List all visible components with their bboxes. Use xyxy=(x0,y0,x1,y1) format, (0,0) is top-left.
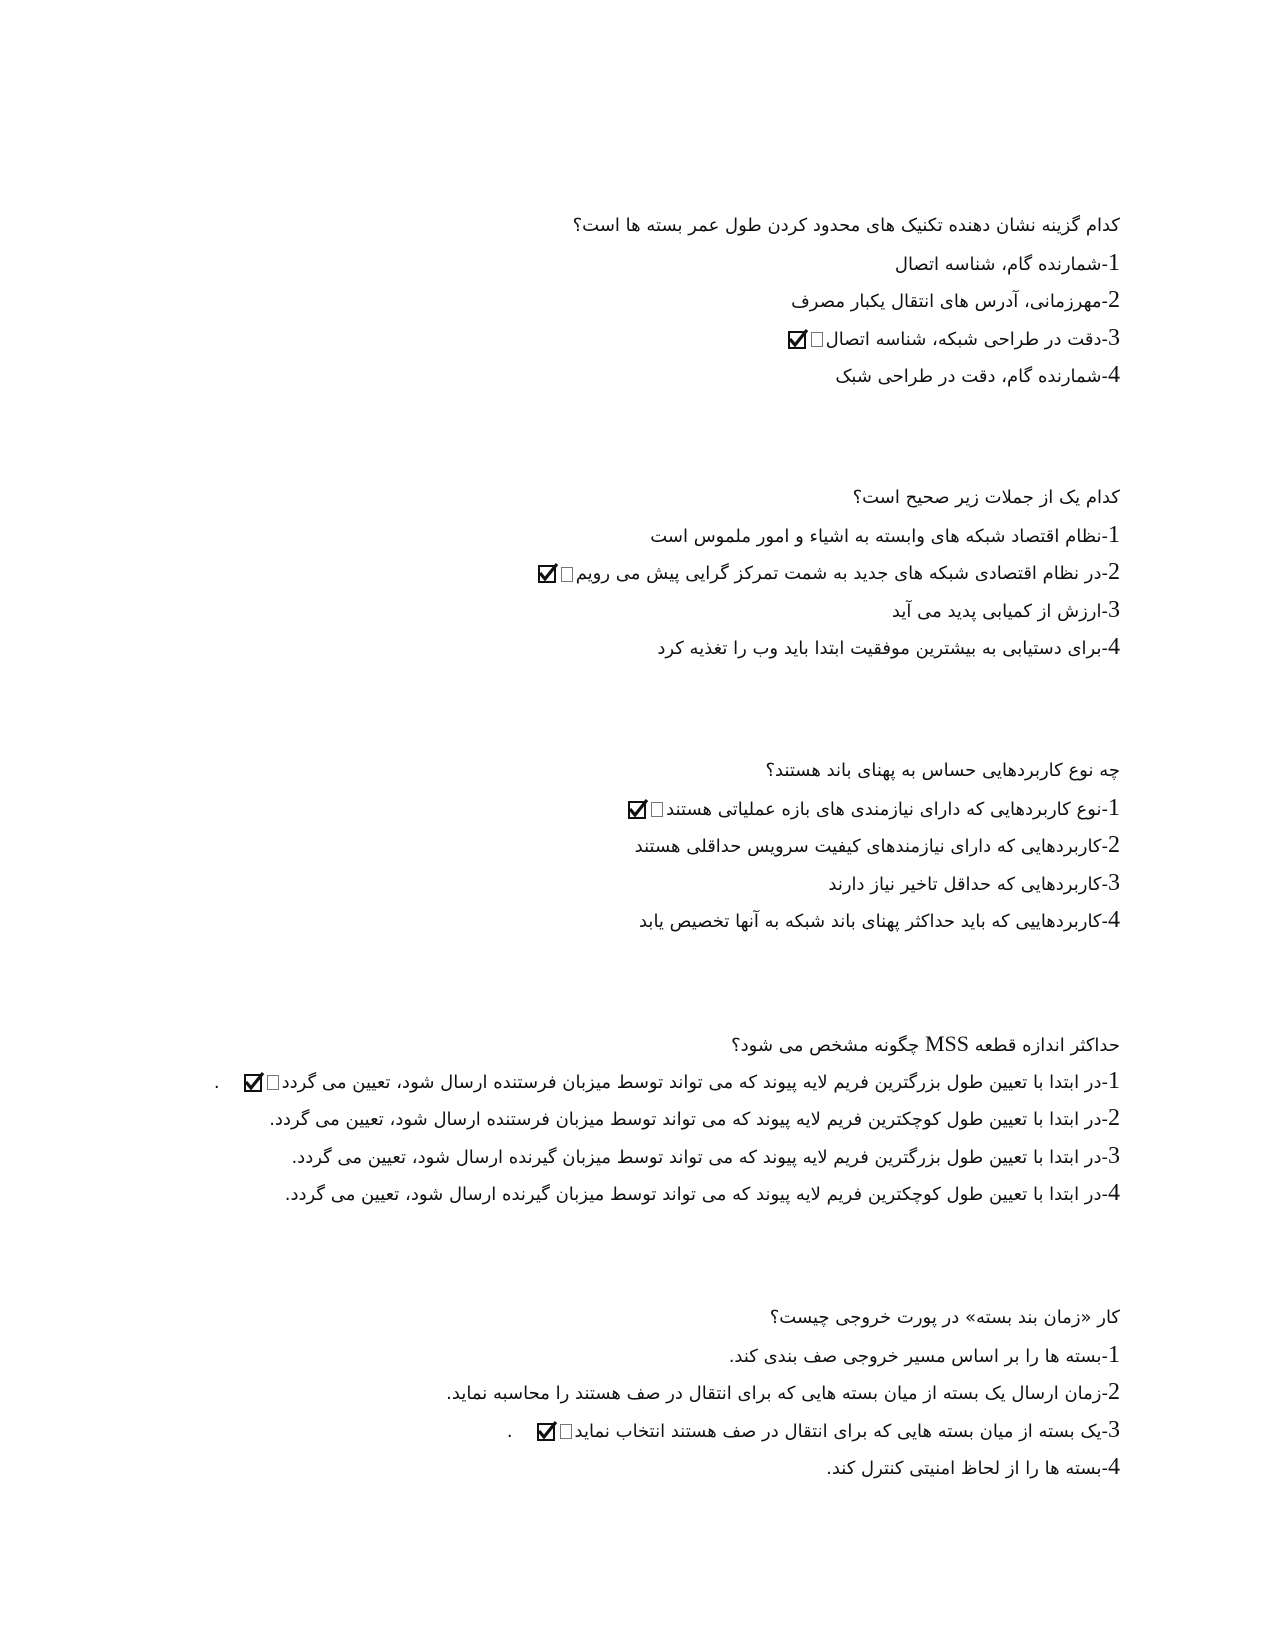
option-number: 3 xyxy=(1108,869,1120,896)
checkbox-checked-icon xyxy=(538,565,556,583)
option-3 xyxy=(626,865,1120,903)
option-text: -شمارنده گام، شناسه اتصال xyxy=(894,253,1108,275)
title-text: حداکثر اندازه قطعه xyxy=(969,1035,1120,1056)
question-title: کار «زمان بند بسته» در پورت خروجی چیست؟ xyxy=(769,1307,1120,1328)
option-number: 3 xyxy=(1108,324,1120,351)
question-5 xyxy=(446,1299,1120,1487)
option-1 xyxy=(626,790,1120,828)
option-4 xyxy=(536,629,1120,667)
option-text: -کاربردهاییی که باید حداکثر پهنای باند شبکه به آنها تخصیص یابد xyxy=(638,911,1108,932)
question-title xyxy=(214,1025,1120,1063)
option-text: -دقت در طراحی شبکه، شناسه اتصال xyxy=(825,328,1108,350)
option-text: -بسته ها را بر اساس مسیر خروجی صف بندی کند. xyxy=(728,1345,1108,1367)
option-1 xyxy=(536,517,1120,555)
question-title: کدام یک از جملات زیر صحیح است؟ xyxy=(852,487,1120,508)
option-number: 3 xyxy=(1108,596,1120,623)
empty-box-icon xyxy=(811,332,823,347)
option-number: 1 xyxy=(1108,1341,1120,1368)
trailing-period: . xyxy=(213,1071,220,1093)
option-3 xyxy=(536,592,1120,630)
trailing-period: . xyxy=(506,1420,513,1442)
option-number: 4 xyxy=(1108,362,1120,388)
option-text: -مهرزمانی، آدرس های انتقال یکبار مصرف xyxy=(791,291,1108,312)
checkbox-checked-icon xyxy=(788,331,806,349)
option-4 xyxy=(573,357,1120,395)
empty-box-icon xyxy=(267,1075,279,1090)
title-text: چگونه مشخص می شود؟ xyxy=(731,1035,925,1056)
option-text: -در ابتدا با تعیین طول کوچکترین فریم لایه پیوند که می تواند توسط میزبان گیرنده ارسال شود، تعیین می گردد. xyxy=(284,1184,1108,1205)
option-number: 3 xyxy=(1108,1416,1120,1443)
option-1 xyxy=(214,1063,1120,1101)
option-text: -ارزش از کمیابی پدید می آید xyxy=(891,600,1108,622)
option-number: 1 xyxy=(1108,794,1120,821)
option-number: 4 xyxy=(1108,1454,1120,1480)
option-number: 1 xyxy=(1108,249,1120,276)
option-text: -برای دستیابی به بیشترین موفقیت ابتدا باید وب را تغذیه کرد xyxy=(657,638,1108,659)
question-2 xyxy=(536,479,1120,667)
option-text: -نوع کاربردهایی که دارای نیازمندی های بازه عملیاتی هستند xyxy=(666,798,1108,820)
option-2 xyxy=(446,1374,1120,1412)
option-number: 3 xyxy=(1108,1142,1120,1169)
question-title: کدام گزینه نشان دهنده تکنیک های محدود کردن طول عمر بسته ها است؟ xyxy=(572,215,1120,236)
option-number: 2 xyxy=(1108,1105,1120,1131)
option-text: -نظام اقتصاد شبکه های وابسته به اشیاء و امور ملموس است xyxy=(650,525,1108,547)
option-2 xyxy=(573,282,1120,320)
option-text: -در ابتدا با تعیین طول بزرگترین فریم لایه پیوند که می تواند توسط میزبان فرستنده ارسال شود، تعیین می گردد xyxy=(281,1071,1108,1093)
option-4 xyxy=(626,902,1120,940)
option-2 xyxy=(536,554,1120,592)
title-abbrev: MSS xyxy=(924,1031,970,1056)
empty-box-icon xyxy=(561,567,573,582)
option-3 xyxy=(214,1138,1120,1176)
option-text: -در ابتدا با تعیین طول کوچکترین فریم لایه پیوند که می تواند توسط میزبان فرستنده ارسال شود، تعیین می گردد. xyxy=(269,1109,1108,1130)
empty-box-icon xyxy=(651,802,663,817)
option-number: 2 xyxy=(1108,559,1120,585)
question-4 xyxy=(214,1025,1120,1213)
option-text: -کاربردهایی که حداقل تاخیر نیاز دارند xyxy=(828,873,1108,895)
option-1 xyxy=(446,1337,1120,1375)
option-text: -در ابتدا با تعیین طول بزرگترین فریم لایه پیوند که می تواند توسط میزبان گیرنده ارسال شود، تعیین می گردد. xyxy=(291,1146,1108,1168)
option-text: -زمان ارسال یک بسته از میان بسته هایی که برای انتقال در صف هستند را محاسبه نماید. xyxy=(446,1383,1108,1404)
option-text: -بسته ها را از لحاظ امنیتی کنترل کند. xyxy=(826,1458,1108,1479)
empty-box-icon xyxy=(560,1424,572,1439)
option-number: 2 xyxy=(1108,832,1120,858)
checkbox-checked-icon xyxy=(244,1074,262,1092)
option-3 xyxy=(573,320,1120,358)
option-number: 2 xyxy=(1108,287,1120,313)
option-text: -در نظام اقتصادی شبکه های جدید به شمت تمرکز گرایی پیش می رویم xyxy=(575,563,1108,584)
option-number: 1 xyxy=(1108,1067,1120,1094)
option-number: 4 xyxy=(1108,1180,1120,1206)
option-2 xyxy=(626,827,1120,865)
option-number: 1 xyxy=(1108,521,1120,548)
option-4 xyxy=(214,1175,1120,1213)
option-text: -کاربردهایی که دارای نیازمندهای کیفیت سرویس حداقلی هستند xyxy=(634,836,1108,857)
option-number: 4 xyxy=(1108,634,1120,660)
option-1 xyxy=(573,245,1120,283)
question-title: چه نوع کاربردهایی حساس به پهنای باند هستند؟ xyxy=(765,760,1120,781)
checkbox-checked-icon xyxy=(628,801,646,819)
option-text: -یک بسته از میان بسته هایی که برای انتقال در صف هستند انتخاب نماید xyxy=(574,1420,1108,1442)
question-1 xyxy=(573,207,1120,395)
option-2 xyxy=(214,1100,1120,1138)
option-4 xyxy=(446,1449,1120,1487)
option-3 xyxy=(446,1412,1120,1450)
option-text: -شمارنده گام، دقت در طراحی شبک xyxy=(835,366,1108,387)
option-number: 2 xyxy=(1108,1379,1120,1405)
checkbox-checked-icon xyxy=(537,1423,555,1441)
option-number: 4 xyxy=(1108,907,1120,933)
question-3 xyxy=(626,752,1120,940)
